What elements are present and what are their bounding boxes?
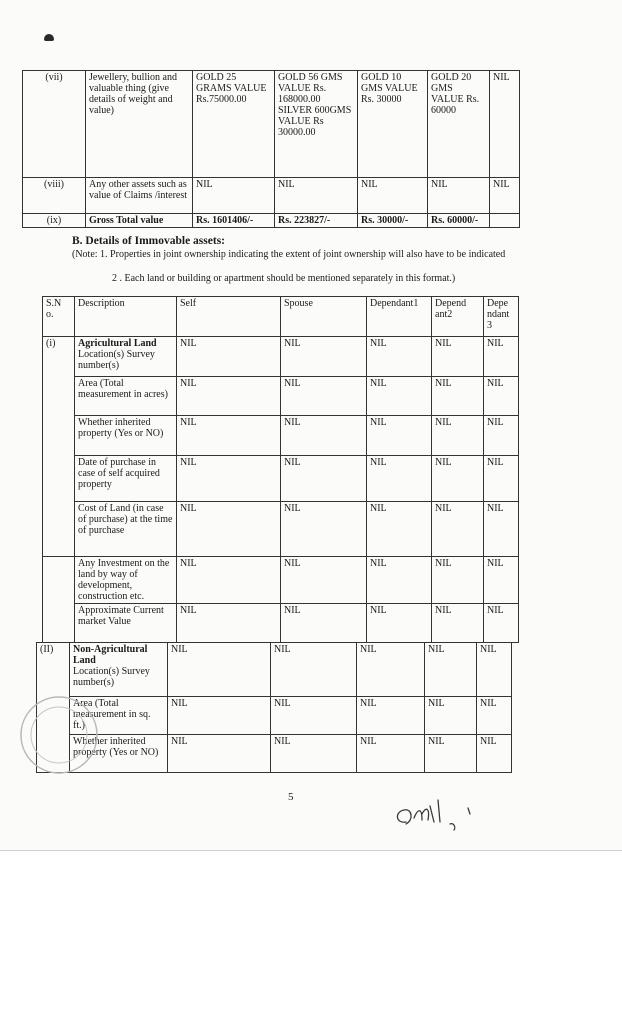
- self-value: NIL: [177, 337, 281, 377]
- dependant3-value: NIL: [484, 604, 519, 643]
- spouse-value: NIL: [271, 697, 357, 735]
- table-row: [23, 71, 520, 178]
- dependant3-value: NIL: [490, 178, 520, 214]
- section-number: (i): [43, 337, 75, 557]
- header-dependant2: Depend ant2: [432, 297, 484, 337]
- dependant1-value: NIL: [367, 502, 432, 557]
- table-row: [43, 604, 519, 643]
- table-row: [43, 456, 519, 502]
- row-description: Date of purchase in case of self acquired property: [75, 456, 177, 502]
- self-value: GOLD 25 GRAMS VALUE Rs.75000.00: [193, 71, 275, 178]
- dependant2-value: NIL: [432, 604, 484, 643]
- header-self: Self: [177, 297, 281, 337]
- row-sn: (ix): [23, 214, 86, 228]
- header-description: Description: [75, 297, 177, 337]
- dependant1-value: NIL: [367, 604, 432, 643]
- dependant3-value: NIL: [477, 697, 512, 735]
- self-value: NIL: [177, 456, 281, 502]
- self-value: NIL: [168, 643, 271, 697]
- immovable-assets-table: [42, 296, 519, 643]
- dependant1-value: NIL: [367, 456, 432, 502]
- spouse-value: NIL: [271, 643, 357, 697]
- dependant2-value: NIL: [432, 502, 484, 557]
- movable-assets-table: [22, 70, 520, 228]
- dependant1-value: NIL: [367, 557, 432, 604]
- dependant3-value: NIL: [477, 735, 512, 773]
- table-row: [43, 502, 519, 557]
- handwritten-signature: [392, 794, 472, 834]
- dependant1-value: NIL: [357, 643, 425, 697]
- dependant2-value: NIL: [425, 735, 477, 773]
- spouse-value: NIL: [281, 416, 367, 456]
- dependant1-value: GOLD 10 GMS VALUE Rs. 30000: [358, 71, 428, 178]
- dependant3-value: NIL: [490, 71, 520, 178]
- dependant2-value: NIL: [432, 557, 484, 604]
- header-dependant1: Dependant1: [367, 297, 432, 337]
- note-text: 2 . Each land or building or apartment should be mentioned separately in this format.): [112, 273, 456, 284]
- self-value: NIL: [168, 697, 271, 735]
- self-value: NIL: [168, 735, 271, 773]
- dependant1-value: Rs. 30000/-: [358, 214, 428, 228]
- dependant1-value: NIL: [367, 377, 432, 416]
- dependant2-value: NIL: [432, 377, 484, 416]
- page-number: 5: [288, 791, 294, 803]
- table-row: [43, 557, 519, 604]
- row-description: [75, 337, 177, 377]
- dependant2-value: GOLD 20 GMS VALUE Rs. 60000: [428, 71, 490, 178]
- row-description: Any Investment on the land by way of development, construction etc.: [75, 557, 177, 604]
- table-header-row: [43, 297, 519, 337]
- dependant2-value: NIL: [432, 337, 484, 377]
- row-subtitle: Location(s) Survey number(s): [73, 666, 150, 688]
- row-description: Gross Total value: [86, 214, 193, 228]
- dependant1-value: NIL: [367, 416, 432, 456]
- dependant1-value: NIL: [358, 178, 428, 214]
- dependant2-value: NIL: [425, 697, 477, 735]
- note-text: (Note: 1. Properties in joint ownership indicating the extent of joint ownership will also have to be indicated: [72, 249, 506, 260]
- row-description: Whether inherited property (Yes or NO): [75, 416, 177, 456]
- row-description: Any other assets such as value of Claims /interest: [86, 178, 193, 214]
- section-title: Agricultural Land: [78, 338, 157, 349]
- table-row: [43, 337, 519, 377]
- table-row: [37, 643, 512, 697]
- spouse-value: NIL: [281, 557, 367, 604]
- row-description: Jewellery, bullion and valuable thing (give details of weight and value): [86, 71, 193, 178]
- dependant2-value: NIL: [432, 456, 484, 502]
- dependant3-value: NIL: [484, 377, 519, 416]
- spouse-value: NIL: [271, 735, 357, 773]
- self-value: NIL: [177, 557, 281, 604]
- spouse-value: NIL: [281, 604, 367, 643]
- dependant2-value: NIL: [428, 178, 490, 214]
- dependant2-value: NIL: [432, 416, 484, 456]
- section-title: Non-Agricultural Land: [73, 644, 148, 666]
- self-value: Rs. 1601406/-: [193, 214, 275, 228]
- table-row: [23, 214, 520, 228]
- row-description: Whether inherited property (Yes or NO): [70, 735, 168, 773]
- dependant2-value: Rs. 60000/-: [428, 214, 490, 228]
- table-row: [37, 697, 512, 735]
- spouse-value: NIL: [281, 456, 367, 502]
- row-description: Area (Total measurement in acres): [75, 377, 177, 416]
- dependant1-value: NIL: [357, 735, 425, 773]
- dependant1-value: NIL: [357, 697, 425, 735]
- dependant3-value: NIL: [484, 416, 519, 456]
- row-description: Area (Total measurement in sq. ft.): [70, 697, 168, 735]
- punch-hole: [44, 34, 54, 41]
- dependant3-value: NIL: [484, 337, 519, 377]
- row-description: Approximate Current market Value: [75, 604, 177, 643]
- dependant3-value: NIL: [484, 557, 519, 604]
- section-number: (II): [37, 643, 70, 773]
- section-number-blank: [43, 557, 75, 643]
- row-subtitle: Location(s) Survey number(s): [78, 349, 155, 371]
- dependant3-value: NIL: [484, 502, 519, 557]
- dependant1-value: NIL: [367, 337, 432, 377]
- header-dependant3: Depe ndant 3: [484, 297, 519, 337]
- self-value: NIL: [177, 604, 281, 643]
- immovable-assets-table-section-ii: [36, 642, 512, 773]
- dependant3-value: NIL: [484, 456, 519, 502]
- spouse-value: Rs. 223827/-: [275, 214, 358, 228]
- row-sn: (viii): [23, 178, 86, 214]
- row-description: Cost of Land (in case of purchase) at the time of purchase: [75, 502, 177, 557]
- spouse-value: NIL: [281, 502, 367, 557]
- seal-stamp: [14, 680, 104, 790]
- spouse-value: NIL: [281, 337, 367, 377]
- table-row: [23, 178, 520, 214]
- self-value: NIL: [177, 502, 281, 557]
- self-value: NIL: [193, 178, 275, 214]
- self-value: NIL: [177, 416, 281, 456]
- dependant3-value: NIL: [477, 643, 512, 697]
- header-sn: S.N o.: [43, 297, 75, 337]
- table-row: [43, 416, 519, 456]
- dependant2-value: NIL: [425, 643, 477, 697]
- spouse-value: NIL: [281, 377, 367, 416]
- table-row: [43, 377, 519, 416]
- row-sn: (vii): [23, 71, 86, 178]
- spouse-value: GOLD 56 GMS VALUE Rs. 168000.00 SILVER 600GMS VALUE Rs 30000.00: [275, 71, 358, 178]
- table-row: [37, 735, 512, 773]
- self-value: NIL: [177, 377, 281, 416]
- spouse-value: NIL: [275, 178, 358, 214]
- section-heading: B. Details of Immovable assets:: [72, 235, 225, 247]
- dependant3-value: [490, 214, 520, 228]
- header-spouse: Spouse: [281, 297, 367, 337]
